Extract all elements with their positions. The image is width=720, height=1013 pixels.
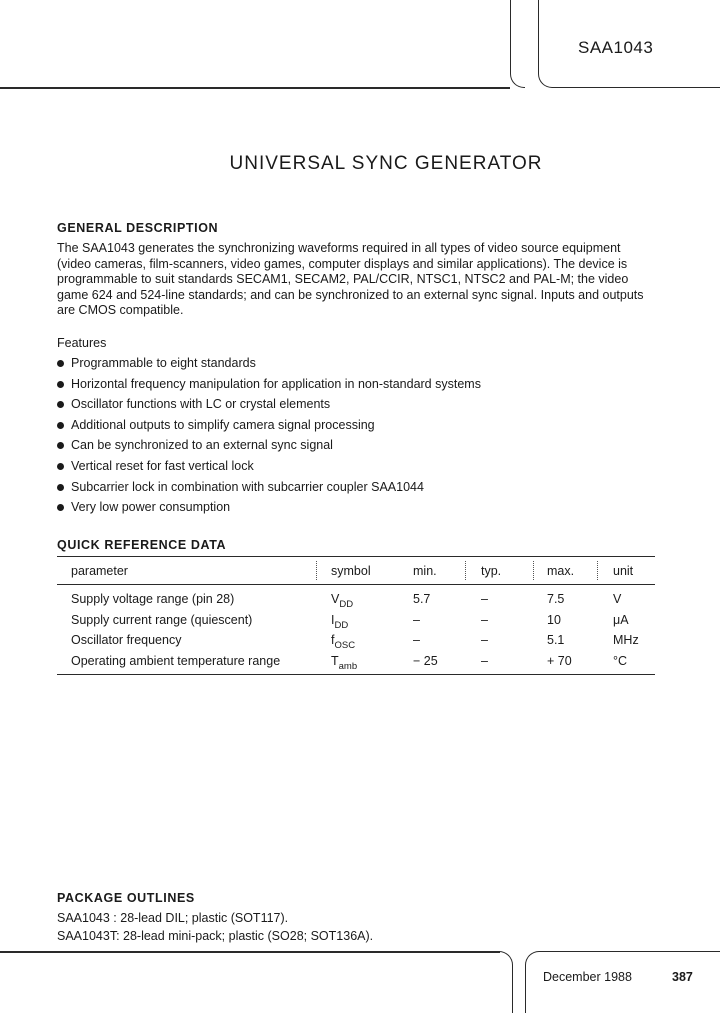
feature-item: Very low power consumption [57,500,481,521]
header-corner-divider [510,0,525,88]
cell-min: – [413,612,420,627]
cell-parameter: Supply current range (quiescent) [71,612,253,627]
cell-parameter: Operating ambient temperature range [71,653,281,668]
column-divider [597,561,598,580]
col-header-symbol: symbol [331,564,371,578]
features-label: Features [57,336,107,350]
cell-min: − 25 [413,653,438,668]
footer-corner-divider [498,951,513,1013]
column-divider [465,561,466,580]
cell-symbol: $I_{DD}$ [331,612,349,631]
bullet-icon [57,422,64,429]
cell-typ: – [481,633,488,647]
feature-item: Vertical reset for fast vertical lock [57,459,481,480]
package-outline-line: SAA1043T: 28-lead mini-pack; plastic (SO28; SOT136A). [57,929,374,943]
cell-min: 5.7 [413,592,431,606]
col-header-min: min. [413,564,437,578]
general-description-paragraph: The SAA1043 generates the synchronizing waveforms required in all types of video source equipment (video cameras, film-scanners, video games, computer displays and similar applications). The device is programmable to suit standards SECAM1, SECAM2, PAL/CCIR, NTSC1, NTSC2 and PAL-M; the video game 624 and 524-line standards; and can be synchronized to an external sync signal. Inputs and outputs are CMOS compatible. [57,241,644,317]
cell-unit: V [613,592,622,606]
column-divider [316,561,317,580]
cell-symbol: $V_{DD}$ [331,592,354,610]
header-rule [0,87,510,89]
cell-unit: μA [613,612,629,627]
table-row [57,651,655,672]
footer-rule [0,951,500,953]
general-description-heading: GENERAL DESCRIPTION [57,221,219,235]
cell-typ: – [481,612,488,627]
page-number: 387 [672,970,693,984]
feature-item: Subcarrier lock in combination with subcarrier coupler SAA1044 [57,480,481,501]
cell-min: – [413,633,420,647]
package-outline-line: SAA1043 : 28-lead DIL; plastic (SOT117). [57,911,289,925]
cell-symbol: $T_{amb}$ [331,653,358,672]
quick-reference-heading: QUICK REFERENCE DATA [57,538,227,552]
footer-date: December 1988 [543,970,632,984]
col-header-unit: unit [613,564,634,578]
feature-item: Horizontal frequency manipulation for application in non-standard systems [57,377,481,398]
col-header-parameter: parameter [71,564,128,578]
feature-item: Programmable to eight standards [57,356,481,377]
col-header-max: max. [547,564,575,578]
feature-item: Additional outputs to simplify camera signal processing [57,418,481,439]
bullet-icon [57,504,64,511]
cell-symbol: $f_{OSC}$ [331,633,356,651]
cell-max: 5.1 [547,633,565,647]
cell-parameter: Oscillator frequency [71,633,182,647]
page-title: UNIVERSAL SYNC GENERATOR [229,153,543,174]
cell-typ: – [481,653,488,668]
feature-list [57,356,481,521]
cell-max: 7.5 [547,592,565,606]
package-outlines-heading: PACKAGE OUTLINES [57,891,195,905]
feature-item: Can be synchronized to an external sync signal [57,438,481,459]
cell-max: + 70 [547,653,572,668]
cell-unit: °C [613,653,628,668]
feature-item: Oscillator functions with LC or crystal elements [57,397,481,418]
cell-unit: MHz [613,633,639,647]
quick-reference-table [57,556,655,675]
table-row [57,630,655,651]
table-header-row [57,557,655,585]
bullet-icon [57,401,64,408]
part-number-header: SAA1043 [578,38,654,57]
bullet-icon [57,484,64,491]
bullet-icon [57,463,64,470]
table-row [57,610,655,631]
cell-max: 10 [547,612,561,627]
bullet-icon [57,381,64,388]
col-header-typ: typ. [481,564,502,578]
column-divider [533,561,534,580]
table-row [57,589,655,610]
bullet-icon [57,442,64,449]
cell-parameter: Supply voltage range (pin 28) [71,592,235,606]
bullet-icon [57,360,64,367]
cell-typ: – [481,592,488,606]
